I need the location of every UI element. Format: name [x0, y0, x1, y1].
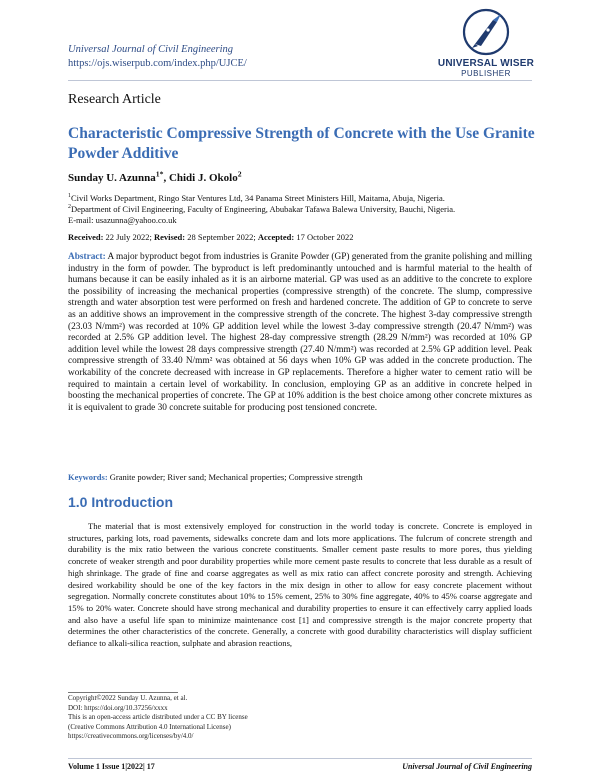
affiliation-line	[68, 204, 538, 215]
affiliations	[68, 193, 538, 226]
license-url-link[interactable]: https://creativecommons.org/licenses/by/4.0/	[68, 732, 194, 740]
keywords	[68, 472, 363, 482]
affiliation-line	[68, 193, 538, 204]
revised-date: 28 September 2022;	[185, 232, 258, 242]
article-type: Research Article	[68, 92, 161, 107]
intro-paragraph: The material that is most extensively employed for construction in the world today is concrete. Concrete is employed in structures, parking lots, road pavements, sidewalks concrete dam and lots more applications. The fulcrum of concrete strength and durability is the mix ratio between the various concrete constituents. Smaller cement paste results to more pores, thus yielding concrete of weaker strength and poor durability properties while more cement paste results to concrete that less durable as a result of high shrinkage. The grade of fine and coarse aggregates as well as mix ratio can affect concrete porosity and strength. Achieving desired workability should be one of the key factors in the mix design in other to allow for easy concrete placement without segregation. Normally concrete constitutes about 10% to 15% cement, 25% to 30% fine aggregate, 40% to 45% coarse aggregate and 15% to 20% water. Concrete should have strong mechanical and durability properties to ensure it can effectively carry applied loads and also have a useful life span to minimize maintenance cost [1] and compressive strength is the major concrete property that determines the other characteristics of the concrete. Generally, a concrete with good durability characteristics will display sufficient defiance to alkali-silica reaction, sulphate and abrasion reactions,	[68, 521, 532, 649]
author-name: Chidi J. Okolo	[168, 172, 238, 184]
license-line: This is an open-access article distributed under a CC BY license	[68, 713, 248, 721]
footer-journal-name: Universal Journal of Civil Engineering	[402, 762, 532, 771]
footer-divider	[68, 758, 532, 759]
logo-text-primary: UNIVERSAL WISER	[437, 58, 535, 69]
keywords-label: Keywords:	[68, 472, 108, 482]
paper-title: Characteristic Compressive Strength of Concrete with the Use Granite Powder Additive	[68, 125, 535, 162]
affiliation-mark: 2	[68, 204, 71, 211]
accepted-date: 17 October 2022	[294, 232, 354, 242]
keywords-text: Granite powder; River sand; Mechanical properties; Compressive strength	[107, 472, 363, 482]
abstract-label: Abstract:	[68, 252, 106, 262]
affiliation-text: Department of Civil Engineering, Faculty of Engineering, Abubakar Tafawa Balewa University, Bauchi, Nigeria.	[70, 204, 456, 214]
author-list	[68, 169, 242, 184]
author-affiliation-mark: 2	[237, 169, 242, 179]
received-label: Received:	[68, 232, 104, 242]
abstract-text: A major byproduct begot from industries is Granite Powder (GP) generated from the granite polishing and milling industry in the form of powder. The byproduct is left predominantly untouched and is harmful material to the health of humans because it can be easily inhaled as it is an airborne material. GP was used as an additive to the concrete to explore the possibility of increasing the mechanical properties (compressive strength) of the concrete. The slump, compressive strength and water absorption test were performed on fresh and hardened concrete. The addition of GP to concrete to serve as an additive shows an improvement in the compressive strength of the concrete. The highest 3-day compressive strength (23.03 N/mm²) was recorded at 10% GP addition level while the lowest 3-day compressive strength (20.47 N/mm²) was recorded at 2.5% GP addition level. The highest 28-day compressive strength (28.29 N/mm²) was recorded at 10% GP addition level while the lowest 28 days compressive strength (27.40 N/mm²) was recorded at 2.5% GP addition level. Peak compressive strength of 33.40 N/mm² was obtained at 56 days when 10% GP was added in the concrete production. The workability of the concrete decreased with increase in GP replacements. Therefore a higher water to cement ratio will be required to maintain a certain level of workability. In conclusion, employing GP as an additive in concrete helped in boosting the mechanical properties of concrete. The GP at 10% addition is the best choice among other concrete mixtures as it is equivalent to grade 30 concrete suitable for producing post tensioned concrete.	[68, 252, 532, 413]
received-date: 22 July 2022;	[103, 232, 154, 242]
doi-link[interactable]: DOI: https://doi.org/10.37256/xxxx	[68, 703, 168, 712]
author-name: Sunday U. Azunna	[68, 172, 156, 184]
license-line: (Creative Commons Attribution 4.0 International License)	[68, 722, 231, 731]
abstract	[68, 252, 532, 414]
copyright-line: Copyright©2022 Sunday U. Azunna, et al.	[68, 694, 188, 702]
author-separator: ,	[163, 172, 169, 184]
journal-url-link[interactable]: https://ojs.wiserpub.com/index.php/UJCE/	[68, 58, 247, 69]
footnote-divider	[68, 692, 178, 693]
publisher-logo	[436, 8, 536, 84]
article-dates	[68, 232, 353, 242]
logo-text-secondary: PUBLISHER	[461, 69, 511, 78]
header-divider	[68, 80, 532, 81]
author-affiliation-mark: 1*	[155, 169, 164, 179]
email-line[interactable]: E-mail: usazunna@yahoo.co.uk	[68, 215, 177, 225]
footnote	[68, 694, 368, 742]
affiliation-mark: 1	[68, 193, 71, 200]
accepted-label: Accepted:	[257, 232, 295, 242]
journal-name: Universal Journal of Civil Engineering	[68, 44, 234, 55]
volume-page-info: Volume 1 Issue 1|2022| 17	[68, 762, 155, 771]
affiliation-text: Civil Works Department, Ringo Star Ventures Ltd, 34 Panama Street Ministers Hill, Maitama, Abuja, Nigeria.	[70, 193, 445, 203]
quill-pen-icon	[461, 8, 511, 56]
revised-label: Revised:	[153, 232, 186, 242]
section-heading: 1.0 Introduction	[68, 494, 173, 510]
